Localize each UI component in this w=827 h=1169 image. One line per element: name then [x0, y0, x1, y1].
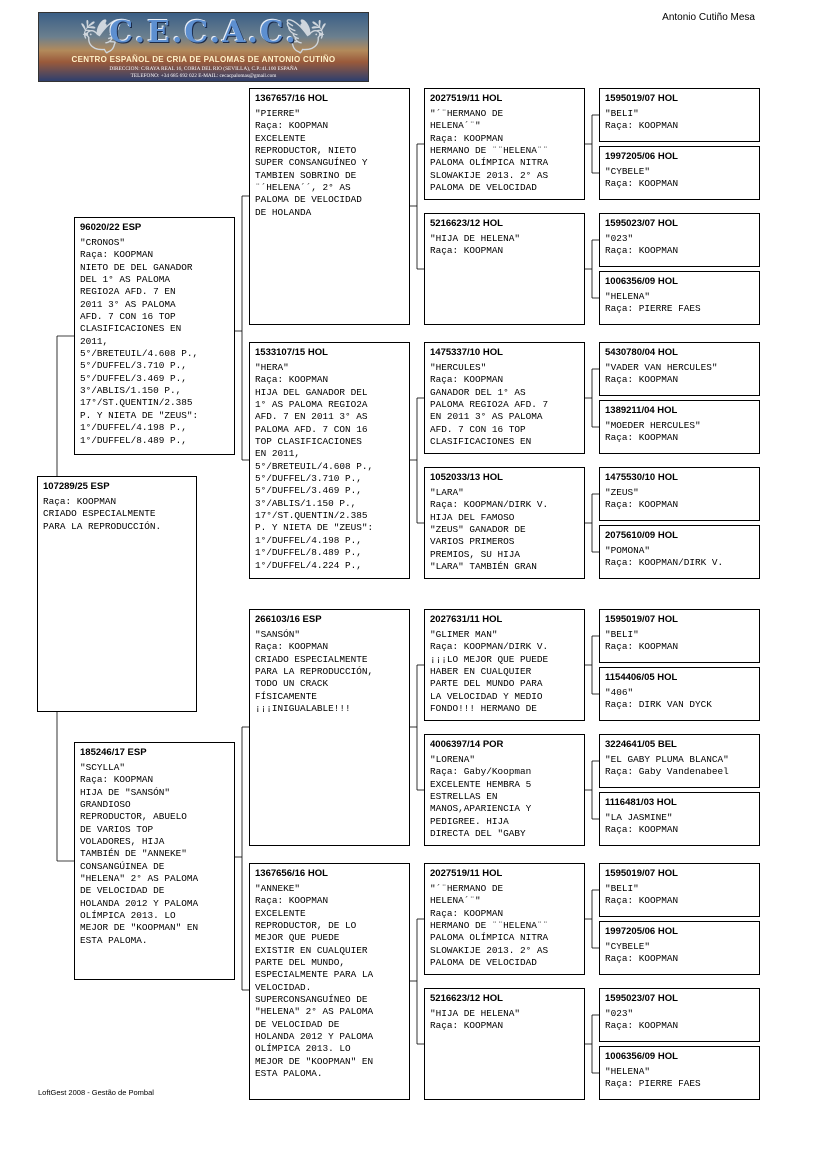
- ring-number: 1006356/09 HOL: [605, 1051, 678, 1062]
- ring-number: 1116481/03 HOL: [605, 797, 677, 808]
- pigeon-details: "CRONOS" Raça: KOOPMAN NIETO DE DEL GANADOR DEL 1° AS PALOMA REGIO2A AFD. 7 EN 2011 3° AS PALOMA AFD. 7 CON 16 TOP CLASIFICACIONES EN 2011, 5°/BRETEUIL/4.608 P., 5°/DUFFEL/3.710 P., 5°/DUFFEL/3.469 P., 3°/ABLIS/1.150 P., 17°/ST.QUENTIN/2.385 P. Y NIETA DE "ZEUS": 1°/DUFFEL/4.198 P., 1°/DUFFEL/8.489 P.,: [80, 237, 199, 446]
- pedigree-card-g3: [599, 213, 760, 267]
- pedigree-card-g11: [599, 734, 760, 788]
- pigeon-details: "HERCULES" Raça: KOOPMAN GANADOR DEL 1° AS PALOMA REGIO2A AFD. 7 EN 2011 3° AS PALOMA AFD. 7 CON 16 TOP CLASIFICACIONES EN: [430, 362, 549, 448]
- pedigree-card-subject: [37, 476, 197, 712]
- pedigree-card-g2: [599, 146, 760, 200]
- pigeon-left-icon: 🕊: [79, 17, 123, 57]
- ring-number: 5430780/04 HOL: [605, 347, 678, 358]
- ring-number: 1595023/07 HOL: [605, 993, 678, 1004]
- pigeon-details: "´¨HERMANO DE HELENA´¨" Raça: KOOPMAN HERMANO DE ¨¨HELENA¨¨ PALOMA OLÍMPICA NITRA SLOWAKIJE 2013. 2° AS PALOMA DE VELOCIDAD: [430, 108, 549, 194]
- pigeon-details: "SANSÓN" Raça: KOOPMAN CRIADO ESPECIALMENTE PARA LA REPRODUCCIÓN, TODO UN CRACK FÍSICAMENTE ¡¡¡INIGUALABLE!!!: [255, 629, 374, 715]
- pedigree-card-dam-sire: [249, 609, 410, 846]
- logo-title: C.E.C.A.C.: [109, 15, 298, 50]
- ring-number: 185246/17 ESP: [80, 747, 147, 758]
- pigeon-details: "LARA" Raça: KOOPMAN/DIRK V. HIJA DEL FAMOSO "ZEUS" GANADOR DE VARIOS PRIMEROS PREMIOS, SU HIJA "LARA" TAMBIÉN GRAN: [430, 487, 549, 573]
- pigeon-right-icon: 🕊: [284, 17, 328, 57]
- pedigree-card-sds: [424, 342, 585, 454]
- pigeon-details: "BELI" Raça: KOOPMAN: [605, 883, 679, 907]
- pedigree-card-g4: [599, 271, 760, 325]
- ring-number: 96020/22 ESP: [80, 222, 142, 233]
- pigeon-details: "HIJA DE HELENA" Raça: KOOPMAN: [430, 233, 521, 257]
- logo-contact: TELEFONO: +34 685 692 022 E-MAIL: cecacpalomas@gmail.com: [130, 73, 277, 79]
- pigeon-details: "BELI" Raça: KOOPMAN: [605, 629, 679, 653]
- pedigree-card-sss: [424, 88, 585, 200]
- ring-number: 1367656/16 HOL: [255, 868, 328, 879]
- ring-number: 2027519/11 HOL: [430, 93, 503, 104]
- ring-number: 5216623/12 HOL: [430, 218, 503, 229]
- owner-name: Antonio Cutiño Mesa: [662, 12, 755, 23]
- pigeon-details: "ZEUS" Raça: KOOPMAN: [605, 487, 679, 511]
- logo-address: DIRECCION: C/RAYA REAL 16, CORIA DEL RIO (SEVILLA), C.P.:41.100 ESPAÑA: [109, 66, 298, 72]
- pedigree-card-g5: [599, 342, 760, 396]
- pedigree-card-g6: [599, 400, 760, 454]
- pedigree-card-ddd: [424, 988, 585, 1100]
- pedigree-card-g15: [599, 988, 760, 1042]
- ring-number: 266103/16 ESP: [255, 614, 322, 625]
- pedigree-card-g9: [599, 609, 760, 663]
- pigeon-details: "HIJA DE HELENA" Raça: KOOPMAN: [430, 1008, 521, 1032]
- pedigree-card-dam: [74, 742, 235, 980]
- logo-subtitle: CENTRO ESPAÑOL DE CRIA DE PALOMAS DE ANTONIO CUTIÑO: [71, 55, 336, 64]
- ring-number: 107289/25 ESP: [43, 481, 110, 492]
- software-footer: LoftGest 2008 - Gestão de Pombal: [38, 1088, 154, 1097]
- pedigree-card-sire: [74, 217, 235, 455]
- pedigree-card-g12: [599, 792, 760, 846]
- pigeon-details: "´¨HERMANO DE HELENA´¨" Raça: KOOPMAN HERMANO DE ¨¨HELENA¨¨ PALOMA OLÍMPICA NITRA SLOWAKIJE 2013. 2° AS PALOMA DE VELOCIDAD: [430, 883, 549, 969]
- ring-number: 2027631/11 HOL: [430, 614, 503, 625]
- pedigree-card-g14: [599, 921, 760, 975]
- pedigree-card-dsd: [424, 734, 585, 846]
- pedigree-card-dds: [424, 863, 585, 975]
- ring-number: 1595019/07 HOL: [605, 614, 678, 625]
- ring-number: 4006397/14 POR: [430, 739, 504, 750]
- ring-number: 3224641/05 BEL: [605, 739, 677, 750]
- cecac-logo: [38, 12, 369, 82]
- pigeon-details: "CYBELE" Raça: KOOPMAN: [605, 166, 679, 190]
- ring-number: 1475530/10 HOL: [605, 472, 678, 483]
- ring-number: 1006356/09 HOL: [605, 276, 678, 287]
- pigeon-details: "CYBELE" Raça: KOOPMAN: [605, 941, 679, 965]
- pedigree-card-dss: [424, 609, 585, 721]
- pigeon-details: "VADER VAN HERCULES" Raça: KOOPMAN: [605, 362, 718, 386]
- pedigree-card-sdd: [424, 467, 585, 579]
- pigeon-details: "LA JASMINE" Raça: KOOPMAN: [605, 812, 679, 836]
- ring-number: 2027519/11 HOL: [430, 868, 503, 879]
- ring-number: 1389211/04 HOL: [605, 405, 678, 416]
- ring-number: 1595019/07 HOL: [605, 93, 678, 104]
- pigeon-details: "023" Raça: KOOPMAN: [605, 1008, 679, 1032]
- pedigree-card-ssd: [424, 213, 585, 325]
- pedigree-card-g1: [599, 88, 760, 142]
- pigeon-details: "EL GABY PLUMA BLANCA" Raça: Gaby Vandenabeel: [605, 754, 729, 778]
- ring-number: 1997205/06 HOL: [605, 151, 678, 162]
- pigeon-details: Raça: KOOPMAN CRIADO ESPECIALMENTE PARA LA REPRODUCCIÓN.: [43, 496, 162, 532]
- ring-number: 2075610/09 HOL: [605, 530, 678, 541]
- pedigree-card-g10: [599, 667, 760, 721]
- pedigree-card-g7: [599, 467, 760, 521]
- ring-number: 1475337/10 HOL: [430, 347, 503, 358]
- pedigree-card-dam-dam: [249, 863, 410, 1100]
- pigeon-details: "HELENA" Raça: PIERRE FAES: [605, 1066, 701, 1090]
- pigeon-details: "PIERRE" Raça: KOOPMAN EXCELENTE REPRODUCTOR, NIETO SUPER CONSANGUÍNEO Y TAMBIEN SOBRINO DE ¨´HELENA´´, 2° AS PALOMA DE VELOCIDAD DE HOLANDA: [255, 108, 368, 218]
- pigeon-details: "406" Raça: DIRK VAN DYCK: [605, 687, 712, 711]
- ring-number: 1595023/07 HOL: [605, 218, 678, 229]
- pedigree-card-sire-dam: [249, 342, 410, 579]
- ring-number: 1367657/16 HOL: [255, 93, 328, 104]
- ring-number: 1533107/15 HOL: [255, 347, 328, 358]
- pigeon-details: "ANNEKE" Raça: KOOPMAN EXCELENTE REPRODUCTOR, DE LO MEJOR QUE PUEDE EXISTIR EN CUALQUIER PARTE DEL MUNDO, ESPECIALMENTE PARA LA VELOCIDAD. SUPERCONSANGUÍNEO DE "HELENA" 2° AS PALOMA DE VELOCIDAD DE HOLANDA 2012 Y PALOMA OLÍMPICA 2013. LO MEJOR DE "KOOPMAN" EN ESTA PALOMA.: [255, 883, 374, 1080]
- ring-number: 1052033/13 HOL: [430, 472, 503, 483]
- pedigree-card-g13: [599, 863, 760, 917]
- pedigree-card-g16: [599, 1046, 760, 1100]
- pigeon-details: "BELI" Raça: KOOPMAN: [605, 108, 679, 132]
- pedigree-card-sire-sire: [249, 88, 410, 325]
- pigeon-details: "HERA" Raça: KOOPMAN HIJA DEL GANADOR DEL 1° AS PALOMA REGIO2A AFD. 7 EN 2011 3° AS PALOMA AFD. 7 CON 16 TOP CLASIFICACIONES EN 2011, 5°/BRETEUIL/4.608 P., 5°/DUFFEL/3.710 P., 5°/DUFFEL/3.469 P., 3°/ABLIS/1.150 P., 17°/ST.QUENTIN/2.385 P. Y NIETA DE "ZEUS": 1°/DUFFEL/4.198 P., 1°/DUFFEL/8.489 P., 1°/DUFFEL/4.224 P.,: [255, 362, 374, 571]
- ring-number: 1997205/06 HOL: [605, 926, 678, 937]
- ring-number: 1154406/05 HOL: [605, 672, 678, 683]
- pigeon-details: "SCYLLA" Raça: KOOPMAN HIJA DE "SANSÓN" GRANDIOSO REPRODUCTOR, ABUELO DE VARIOS TOP VOLADORES, HIJA TAMBIÉN DE "ANNEKE" CONSANGÚINEA DE "HELENA" 2° AS PALOMA DE VELOCIDAD DE HOLANDA 2012 Y PALOMA OLÍMPICA 2013. LO MEJOR DE "KOOPMAN" EN ESTA PALOMA.: [80, 762, 199, 946]
- pigeon-details: "HELENA" Raça: PIERRE FAES: [605, 291, 701, 315]
- ring-number: 1595019/07 HOL: [605, 868, 678, 879]
- pigeon-details: "MOEDER HERCULES" Raça: KOOPMAN: [605, 420, 701, 444]
- pigeon-details: "POMONA" Raça: KOOPMAN/DIRK V.: [605, 545, 724, 569]
- pedigree-card-g8: [599, 525, 760, 579]
- pigeon-details: "023" Raça: KOOPMAN: [605, 233, 679, 257]
- pigeon-details: "GLIMER MAN" Raça: KOOPMAN/DIRK V. ¡¡¡LO MEJOR QUE PUEDE HABER EN CUALQUIER PARTE DEL MUNDO PARA LA VELOCIDAD Y MEDIO FONDO!!! HERMANO DE: [430, 629, 549, 715]
- ring-number: 5216623/12 HOL: [430, 993, 503, 1004]
- pigeon-details: "LORENA" Raça: Gaby/Koopman EXCELENTE HEMBRA 5 ESTRELLAS EN MANOS,APARIENCIA Y PEDIGREE. HIJA DIRECTA DEL "GABY: [430, 754, 532, 840]
